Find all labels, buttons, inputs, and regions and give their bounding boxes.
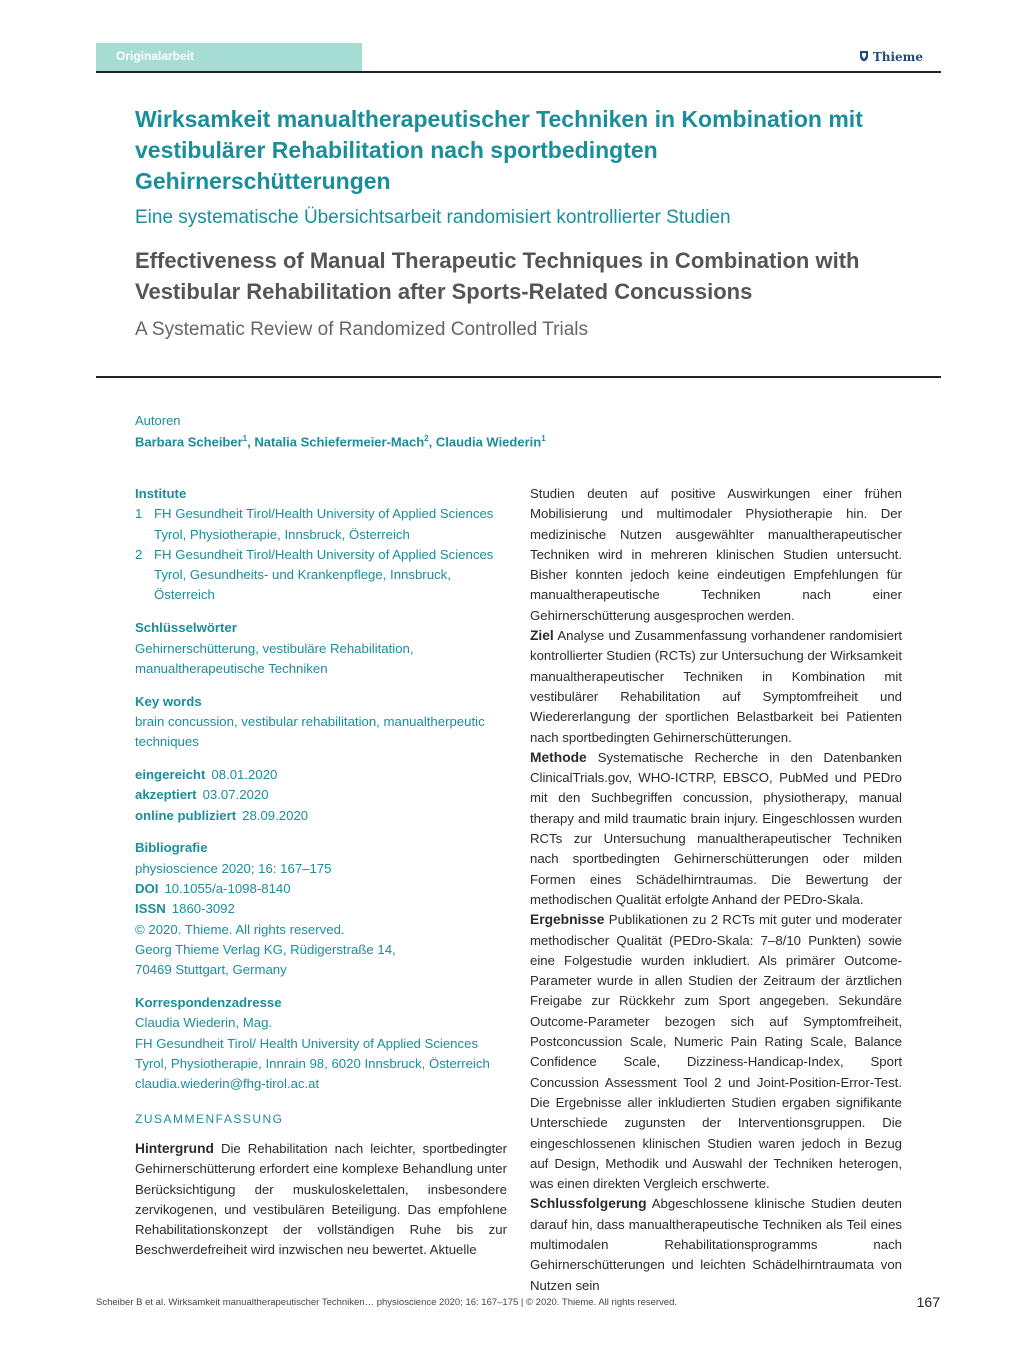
author-name: Barbara Scheiber bbox=[135, 434, 243, 450]
abstract-background-start bbox=[135, 1139, 507, 1261]
affiliation-marker: 2 bbox=[424, 434, 429, 443]
author-separator: , bbox=[247, 434, 255, 450]
background-label: Hintergrund bbox=[135, 1141, 214, 1156]
accepted-label: akzeptiert bbox=[135, 787, 197, 803]
author-separator: , bbox=[428, 434, 436, 450]
conclusion-label: Schlussfolgerung bbox=[530, 1196, 647, 1212]
online-date bbox=[135, 806, 510, 826]
online-label: online publiziert bbox=[135, 807, 237, 823]
author-name: Claudia Wiederin bbox=[435, 434, 542, 450]
article-subtitle-german: Eine systematische Übersichtsarbeit randomisiert kontrollierter Studien bbox=[135, 207, 731, 228]
publisher-address-line: 70469 Stuttgart, Germany bbox=[135, 962, 287, 978]
authors-heading: Autoren bbox=[135, 413, 181, 428]
article-title-german: Wirksamkeit manualtherapeutischer Techniken in Kombination mit vestibulärer Rehabilitation nach sportbedingten Gehirnerschütterungen bbox=[135, 106, 863, 194]
copyright-line: © 2020. Thieme. All rights reserved. bbox=[135, 921, 345, 937]
results-text: Publikationen zu 2 RCTs mit guter und moderater methodischer Qualität (PEDro-Skala: 7–8/10 Punkten) sowie eine Folgestudie wurden inkludiert. Als primärer Outcome-Parameter wurde in allen Studien der Zeitraum der ärztlichen Freigabe zur Rückkehr zum Sport angegeben. Sekundäre Outcome-Parameter bezogen sich auf Symptomfreiheit, Postconcussion Scale, Numeric Pain Rating Scale, Balance Confidence Scale, Dizziness-Handicap-Index, Sport Concussion Assessment Tool 2 und Joint-Position-Error-Test. Die Ergebnisse aller inkludierten Studien ergaben signifikante Unterschiede zugunsten der Interventionsgruppen. Die eingeschlossenen klinischen Studien waren jedoch in Bezug auf Design, Methodik und Auswahl der Techniken heterogen, was einen direkten Vergleich erschwerte. bbox=[530, 912, 902, 1192]
received-date bbox=[135, 765, 510, 785]
methods-text: Systematische Recherche in den Datenbanken ClinicalTrials.gov, WHO-ICTRP, EBSCO, PubMed und PEDro mit den Suchbegriffen concussion, physiotherapy, manual therapy and mild traumatic brain injury. Eingeschlossen wurden RCTs zur Untersuchung manualtherapeutischer Techniken nach sportbedingten Gehirnerschütterungen oder milden Formen eines Schädelhirntraumas. Die Bewertung der methodischen Qualität erfolgte Anhand der PEDro-Skala. bbox=[530, 749, 902, 907]
publisher-address-line: Georg Thieme Verlag KG, Rüdigerstraße 14, bbox=[135, 941, 396, 957]
methods-paragraph bbox=[530, 748, 902, 910]
conclusion-text: Abgeschlossene klinische Studien deuten darauf hin, dass manualtherapeutische Techniken als Teil eines multimodalen Rehabilitationsprogramms nach Gehirnerschütterungen und leichten Schädelhirntraumata von Nutzen sein bbox=[530, 1196, 902, 1293]
background-text: Die Rehabilitation nach leichter, sportbedingter Gehirnerschütterung erfordert eine komplexe Behandlung unter Berücksichtigung der muskuloskelettalen, insbesondere zervikogenen, und vestibulären Beteiligung. Das empfohlene Rehabilitationskonzept der vollständigen Ruhe bis zur Beschwerdefreiheit wird inzwischen neu bewertet. Aktuelle bbox=[135, 1141, 507, 1258]
results-label: Ergebnisse bbox=[530, 912, 605, 928]
issn-value: 1860-3092 bbox=[171, 901, 235, 917]
issn-label: ISSN bbox=[135, 901, 166, 917]
institute-text: FH Gesundheit Tirol/Health University of Applied Sciences Tyrol, Gesundheits- und Krankenpflege, Innsbruck, Österreich bbox=[154, 546, 494, 603]
keywords-english-block bbox=[135, 692, 510, 753]
journal-citation: physioscience 2020; 16: 167–175 bbox=[135, 860, 332, 876]
keywords-english-text: brain concussion, vestibular rehabilitation, manualtherpeutic techniques bbox=[135, 713, 485, 750]
correspondence-email-link[interactable]: claudia.wiederin@fhg-tirol.ac.at bbox=[135, 1076, 320, 1092]
article-subtitle-english: A Systematic Review of Randomized Controlled Trials bbox=[135, 319, 589, 340]
methods-label: Methode bbox=[530, 749, 587, 765]
publisher-logo bbox=[859, 50, 923, 64]
category-banner bbox=[96, 43, 362, 71]
affiliation-marker: 1 bbox=[541, 434, 546, 443]
header-rule bbox=[96, 71, 941, 73]
issn-line bbox=[135, 899, 510, 919]
article-title-english: Effectiveness of Manual Therapeutic Techniques in Combination with Vestibular Rehabilitation after Sports-Related Concussions bbox=[135, 248, 860, 304]
correspondence-block bbox=[135, 993, 510, 1094]
affiliation-marker: 1 bbox=[242, 434, 248, 443]
received-label: eingereicht bbox=[135, 767, 206, 783]
aim-text: Analyse und Zusammenfassung vorhandener randomisiert kontrollierter Studien (RCTs) zur Untersuchung der Wirksamkeit manualtherapeutischer Techniken in Kombination mit vestibulärer Rehabilitation auf Symptomfreiheit und Wiedererlangung der sportlichen Belastbarkeit bei Patienten nach sportbedingten Gehirnerschütterungen. bbox=[530, 628, 903, 745]
metadata-column bbox=[135, 484, 510, 1107]
conclusion-paragraph bbox=[530, 1194, 902, 1295]
keywords-german-block bbox=[135, 618, 510, 679]
keywords-german-text: Gehirnerschütterung, vestibuläre Rehabilitation, manualtherapeutische Techniken bbox=[135, 640, 414, 676]
correspondence-address-line: Tyrol, Physiotherapie, Innrain 98, 6020 Innsbruck, Österreich bbox=[135, 1055, 490, 1071]
keywords-english-heading: Key words bbox=[135, 693, 202, 709]
page-number: 167 bbox=[916, 1294, 940, 1310]
institute-item bbox=[135, 504, 510, 545]
author-name: Natalia Schiefermeier-Mach bbox=[254, 434, 425, 450]
summary-heading: ZUSAMMENFASSUNG bbox=[135, 1112, 284, 1126]
author-list bbox=[135, 434, 546, 449]
correspondence-name: Claudia Wiederin, Mag. bbox=[135, 1015, 273, 1031]
doi-link[interactable]: 10.1055/a-1098-8140 bbox=[164, 881, 291, 897]
institute-number: 2 bbox=[135, 546, 143, 562]
thieme-crest-icon bbox=[859, 50, 869, 62]
footer-citation: Scheiber B et al. Wirksamkeit manualtherapeutischer Techniken… physioscience 2020; 16: 167–175 | © 2020. Thieme. All rights reserved. bbox=[96, 1297, 678, 1308]
doi-line bbox=[135, 879, 510, 899]
aim-label: Ziel bbox=[530, 628, 554, 644]
online-value: 28.09.2020 bbox=[242, 807, 309, 823]
abstract-column bbox=[530, 484, 902, 1296]
background-text-continued: Studien deuten auf positive Auswirkungen einer frühen Mobilisierung und multimodaler Physiotherapie hin. Der medizinische Nutzen ausgewählter manualtherapeutischer Techniken wird in mehreren klinischen Studien untersucht. Bisher konnten jedoch keine eindeutigen Empfehlungen für manualtherapeutische Techniken nach einer Gehirnerschütterung ausgesprochen werden. bbox=[530, 486, 902, 623]
institute-text: FH Gesundheit Tirol/Health University of Applied Sciences Tyrol, Physiotherapie, Innsbruck, Österreich bbox=[154, 506, 494, 542]
title-rule bbox=[96, 376, 941, 378]
aim-paragraph bbox=[530, 626, 902, 748]
accepted-date bbox=[135, 785, 510, 805]
correspondence-heading: Korrespondenzadresse bbox=[135, 995, 282, 1011]
received-value: 08.01.2020 bbox=[211, 767, 278, 783]
institutes-heading: Institute bbox=[135, 486, 187, 501]
category-label: Originalarbeit bbox=[116, 49, 195, 63]
doi-label: DOI bbox=[135, 881, 159, 897]
dates-block bbox=[135, 765, 510, 826]
keywords-german-heading: Schlüsselwörter bbox=[135, 620, 237, 636]
accepted-value: 03.07.2020 bbox=[202, 787, 269, 803]
correspondence-address-line: FH Gesundheit Tirol/ Health University of Applied Sciences bbox=[135, 1035, 479, 1051]
institute-item bbox=[135, 545, 510, 606]
bibliography-heading: Bibliografie bbox=[135, 840, 208, 856]
institute-number: 1 bbox=[135, 506, 143, 522]
institutes-block bbox=[135, 484, 510, 606]
bibliography-block bbox=[135, 838, 510, 980]
publisher-name: Thieme bbox=[872, 50, 923, 64]
results-paragraph bbox=[530, 910, 902, 1194]
